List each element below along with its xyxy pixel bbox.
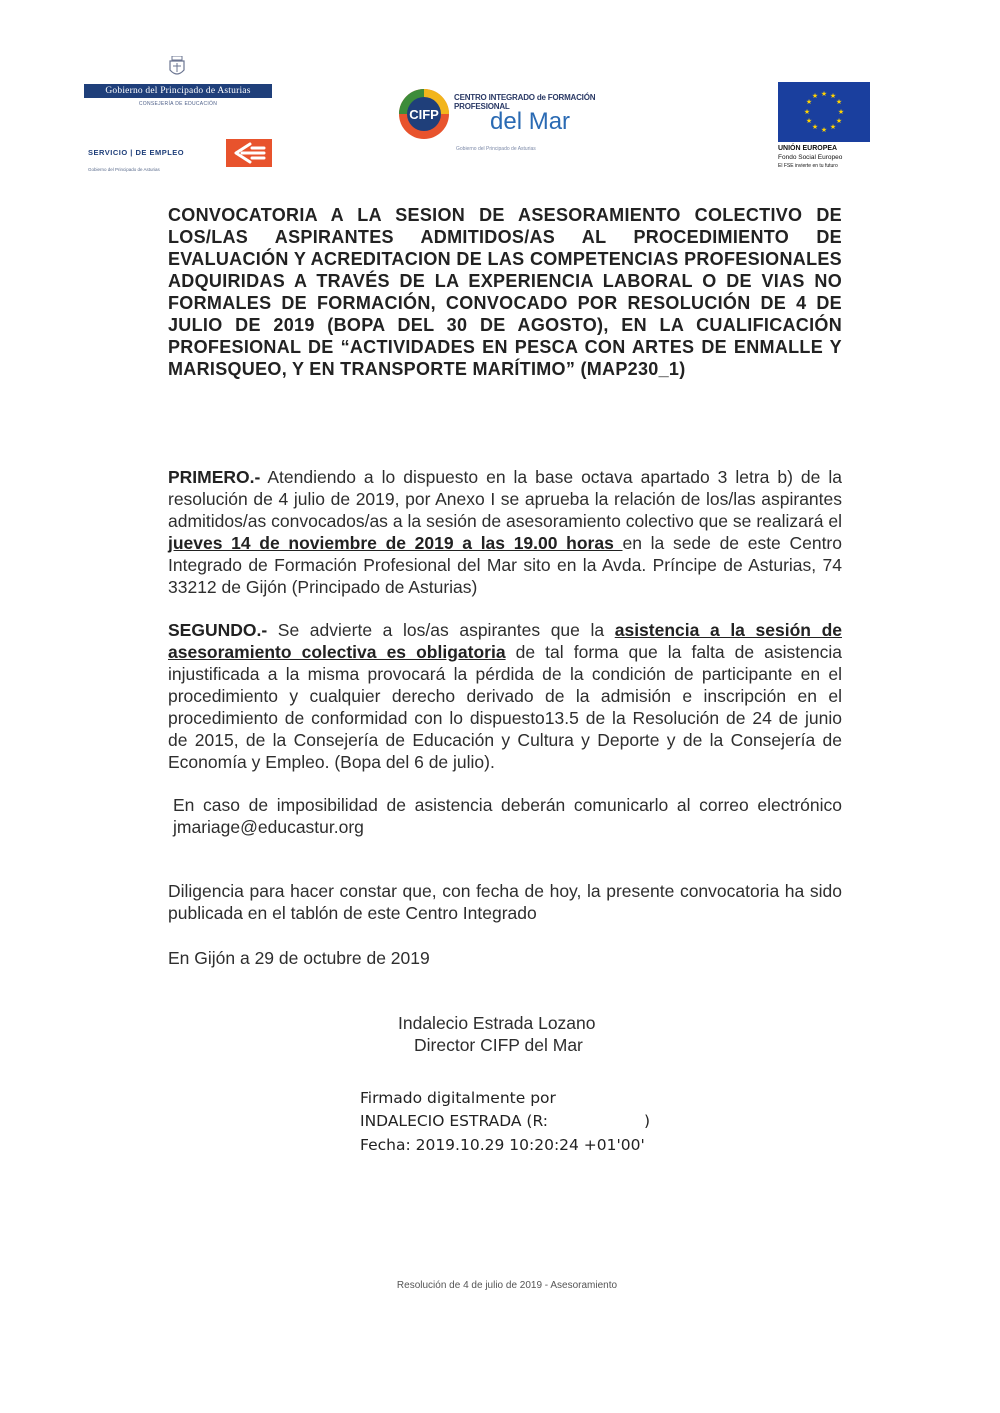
servicio-empleo-logo: SERVICIO | DE EMPLEO bbox=[88, 148, 185, 157]
gobierno-asturias-logo: Gobierno del Principado de Asturias bbox=[84, 84, 272, 98]
signer-role: Director CIFP del Mar bbox=[414, 1035, 583, 1055]
signer-name: Indalecio Estrada Lozano bbox=[398, 1013, 596, 1033]
svg-text:★: ★ bbox=[829, 123, 837, 131]
segundo-label: SEGUNDO.- bbox=[168, 620, 268, 640]
cifp-badge-text: CIFP bbox=[409, 107, 439, 122]
primero-text-b: en la sede de este Centro Integrado de Formación Profesional del Mar sito en la Avda. Príncipe de Asturias, 74 33212 de Gijón (Principado de Asturias) bbox=[168, 533, 842, 597]
primero-highlight: jueves 14 de noviembre de 2019 a las 19.00 horas bbox=[168, 533, 623, 553]
svg-text:★: ★ bbox=[829, 92, 837, 100]
place-date: En Gijón a 29 de octubre de 2019 bbox=[168, 948, 430, 968]
cifp-del-mar: del Mar bbox=[490, 108, 571, 135]
paragraph-segundo bbox=[168, 619, 842, 773]
svg-text:★: ★ bbox=[820, 90, 828, 98]
segundo-text-b: de tal forma que la falta de asistencia injustificada a la misma provocará la pérdida de la condición de participante en el procedimiento y cualquier derecho derivado de la admisión e inscripción en el procedimiento de conformidad con lo dispuesto13.5 de la Resolución de 24 de junio de 2015, de la Consejería de Educación y Cultura y Deporte y de la Consejería de Economía y Empleo. (Bopa del 6 de julio). bbox=[168, 642, 842, 772]
eu-title: UNIÓN EUROPEA bbox=[778, 145, 838, 152]
svg-text:★: ★ bbox=[805, 98, 813, 106]
eu-tagline: El FSE invierte en tu futuro bbox=[778, 163, 838, 169]
digital-signature-line2-end: ) bbox=[644, 1112, 651, 1130]
eu-flag-icon bbox=[778, 82, 870, 142]
page-footer: Resolución de 4 de julio de 2019 - Asesoramiento bbox=[396, 1280, 618, 1291]
svg-text:★: ★ bbox=[803, 108, 811, 116]
cifp-centro-label: CENTRO INTEGRADO de FORMACIÓN PROFESIONAL bbox=[454, 93, 596, 111]
cifp-gobierno-label: Gobierno del Principado de Asturias bbox=[456, 146, 536, 152]
servicio-empleo-sub: Gobierno del Principado de Asturias bbox=[88, 167, 160, 172]
cifp-logo-icon bbox=[398, 88, 450, 140]
servicio-empleo-arrow-icon bbox=[226, 139, 272, 167]
digital-signature-line1: Firmado digitalmente por bbox=[360, 1089, 556, 1107]
asturias-crest-icon bbox=[168, 56, 186, 78]
svg-text:★: ★ bbox=[811, 92, 819, 100]
consejeria-label: CONSEJERÍA DE EDUCACIÓN bbox=[138, 101, 218, 107]
segundo-highlight: asistencia a la sesión de asesoramiento colectiva es obligatoria bbox=[168, 620, 842, 662]
paragraph-diligencia: Diligencia para hacer constar que, con fecha de hoy, la presente convocatoria ha sido publicada en el tablón de este Centro Integrado bbox=[168, 881, 842, 923]
paragraph-primero bbox=[168, 466, 842, 598]
paragraph-aviso: En caso de imposibilidad de asistencia deberán comunicarlo al correo electrónico jmariage@educastur.org bbox=[173, 795, 842, 837]
svg-text:★: ★ bbox=[820, 126, 828, 134]
segundo-text-a: Se advierte a los/as aspirantes que la bbox=[267, 620, 615, 640]
primero-text-a: Atendiendo a lo dispuesto en la base octava apartado 3 letra b) de la resolución de 4 julio de 2019, por Anexo I se aprueba la relación de los/las aspirantes admitidos/as convocados/as a la sesión de asesoramiento colectivo que se realizará el bbox=[168, 467, 842, 531]
eu-fund-label: Fondo Social Europeo bbox=[778, 154, 843, 161]
svg-text:★: ★ bbox=[835, 117, 843, 125]
digital-signature-date: Fecha: 2019.10.29 10:20:24 +01'00' bbox=[360, 1136, 645, 1154]
svg-text:★: ★ bbox=[835, 98, 843, 106]
svg-text:★: ★ bbox=[805, 117, 813, 125]
svg-text:★: ★ bbox=[811, 123, 819, 131]
digital-signature-line2: INDALECIO ESTRADA (R: bbox=[360, 1112, 548, 1130]
svg-text:★: ★ bbox=[837, 108, 845, 116]
primero-label: PRIMERO.- bbox=[168, 467, 261, 487]
document-title: CONVOCATORIA A LA SESION DE ASESORAMIENTO COLECTIVO DE LOS/LAS ASPIRANTES ADMITIDOS/AS AL PROCEDIMIENTO DE EVALUACIÓN Y ACREDITACION DE LAS COMPETENCIAS PROFESIONALES ADQUIRIDAS A TRAVÉS DE LA EXPERIENCIA LABORAL O DE VIAS NO FORMALES DE FORMACIÓN, CONVOCADO POR RESOLUCIÓN DE 4 DE JULIO DE 2019 (BOPA DEL 30 DE AGOSTO), EN LA CUALIFICACIÓN PROFESIONAL DE “ACTIVIDADES EN PESCA CON ARTES DE ENMALLE Y MARISQUEO, Y EN TRANSPORTE MARÍTIMO” (MAP230_1) bbox=[168, 205, 842, 379]
